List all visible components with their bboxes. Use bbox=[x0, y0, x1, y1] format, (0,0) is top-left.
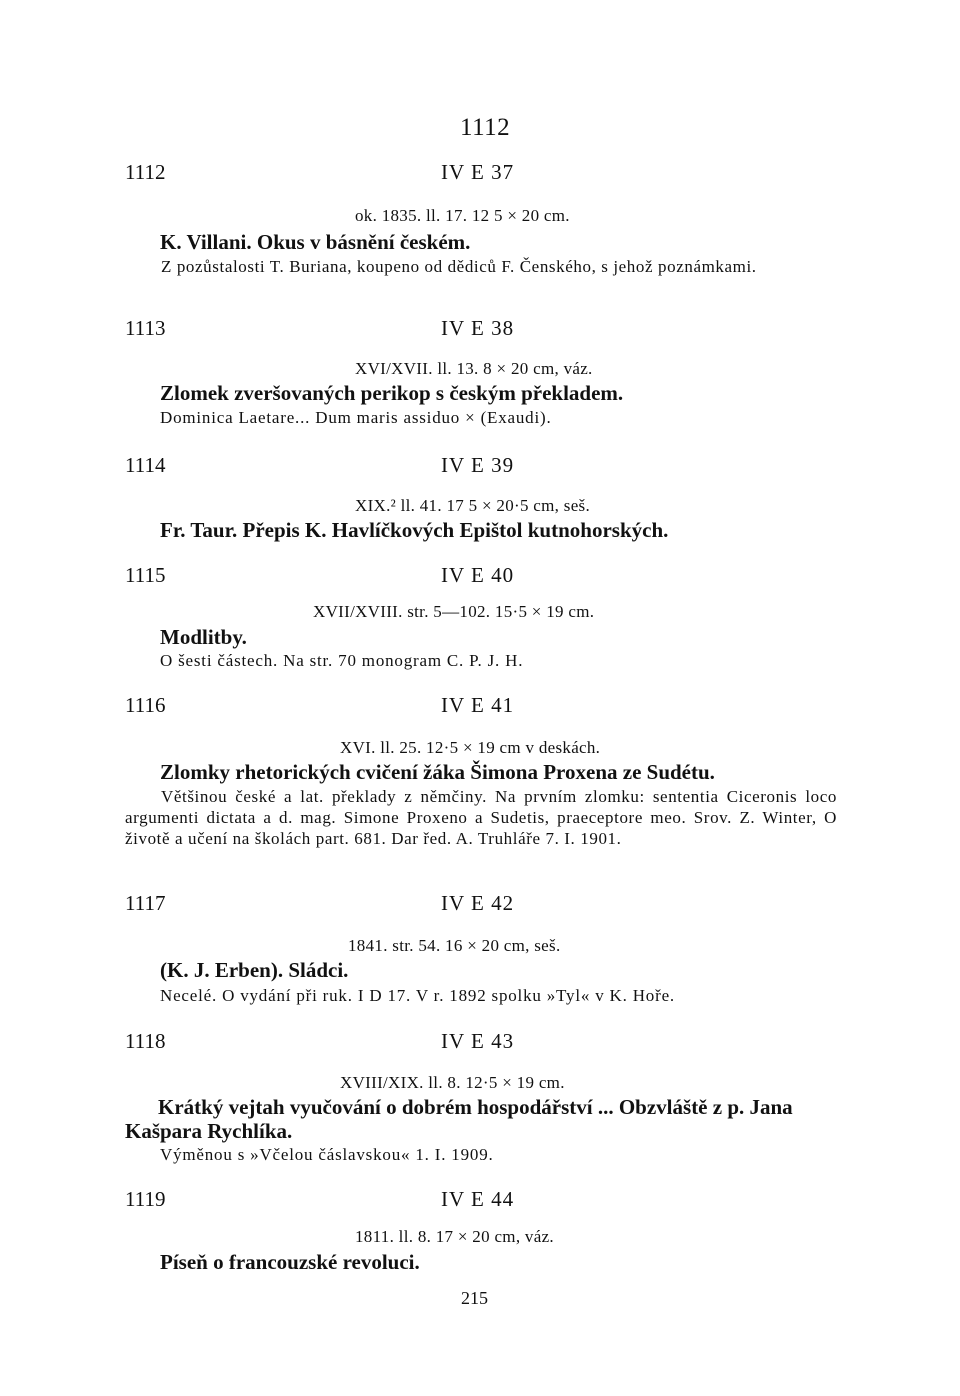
entry-number: 1117 bbox=[125, 891, 166, 915]
entry-note: Z pozůstalosti T. Buriana, koupeno od dědiců F. Čenského, s jehož poznámkami. bbox=[161, 257, 757, 276]
entry-title: Modlitby. bbox=[160, 625, 247, 649]
entry-note: O šesti částech. Na str. 70 monogram C. P. J. H. bbox=[160, 651, 524, 670]
entry-number: 1112 bbox=[125, 160, 166, 184]
entry-number: 1114 bbox=[125, 453, 166, 477]
entry-title: K. Villani. Okus v básnění českém. bbox=[160, 230, 471, 254]
page-number: 215 bbox=[461, 1288, 488, 1308]
entry-number: 1119 bbox=[125, 1187, 166, 1211]
entry-meta: XVIII/XIX. ll. 8. 12·5 × 19 cm. bbox=[340, 1073, 565, 1092]
entry-signature: IV E 41 bbox=[441, 693, 515, 717]
entry-meta: XVI/XVII. ll. 13. 8 × 20 cm, váz. bbox=[355, 359, 593, 378]
entry-number: 1113 bbox=[125, 316, 166, 340]
entry-title: Zlomky rhetorických cvičení žáka Šimona Proxena ze Sudétu. bbox=[160, 760, 715, 784]
entry-title: Zlomek zveršovaných perikop s českým překladem. bbox=[160, 381, 624, 405]
entry-signature: IV E 38 bbox=[441, 316, 515, 340]
entry-title: (K. J. Erben). Sládci. bbox=[160, 958, 349, 982]
running-header: 1112 bbox=[460, 114, 511, 141]
entry-meta: ok. 1835. ll. 17. 12 5 × 20 cm. bbox=[355, 206, 570, 225]
entry-signature: IV E 44 bbox=[441, 1187, 515, 1211]
entry-title: Krátký vejtah vyučování o dobrém hospodářství ... Obzvláště z p. Jana Kašpara Rychlíka. bbox=[125, 1095, 793, 1143]
entry-number: 1118 bbox=[125, 1029, 166, 1053]
entry-note: Většinou české a lat. překlady z němčiny. Na prvním zlomku: sententia Ciceronis loco argumenti dictata a d. mag. Simone Proxeno a Sudetis, praeceptore meo. Srov. Z. Winter, O životě a učení na školách part. 681. Dar řed. A. Truhláře 7. I. 1901. bbox=[125, 787, 837, 848]
entry-signature: IV E 37 bbox=[441, 160, 515, 184]
entry-number: 1115 bbox=[125, 563, 166, 587]
entry-note: Výměnou s »Včelou čáslavskou« 1. I. 1909. bbox=[160, 1145, 494, 1164]
entry-title: Píseň o francouzské revoluci. bbox=[160, 1250, 420, 1274]
entry-note: Dominica Laetare... Dum maris assiduo × (Exaudi). bbox=[160, 408, 552, 427]
entry-number: 1116 bbox=[125, 693, 166, 717]
entry-meta: 1811. ll. 8. 17 × 20 cm, váz. bbox=[355, 1227, 554, 1246]
entry-meta: XIX.² ll. 41. 17 5 × 20·5 cm, seš. bbox=[355, 496, 591, 515]
entry-signature: IV E 42 bbox=[441, 891, 515, 915]
entry-meta: 1841. str. 54. 16 × 20 cm, seš. bbox=[348, 936, 561, 955]
entry-title: Fr. Taur. Přepis K. Havlíčkových Epištol kutnohorských. bbox=[160, 518, 669, 542]
entry-note: Necelé. O vydání při ruk. I D 17. V r. 1892 spolku »Tyl« v K. Hoře. bbox=[160, 986, 675, 1005]
entry-signature: IV E 39 bbox=[441, 453, 515, 477]
entry-meta: XVII/XVIII. str. 5—102. 15·5 × 19 cm. bbox=[313, 602, 595, 621]
entry-signature: IV E 43 bbox=[441, 1029, 515, 1053]
entry-meta: XVI. ll. 25. 12·5 × 19 cm v deskách. bbox=[340, 738, 601, 757]
entry-signature: IV E 40 bbox=[441, 563, 515, 587]
